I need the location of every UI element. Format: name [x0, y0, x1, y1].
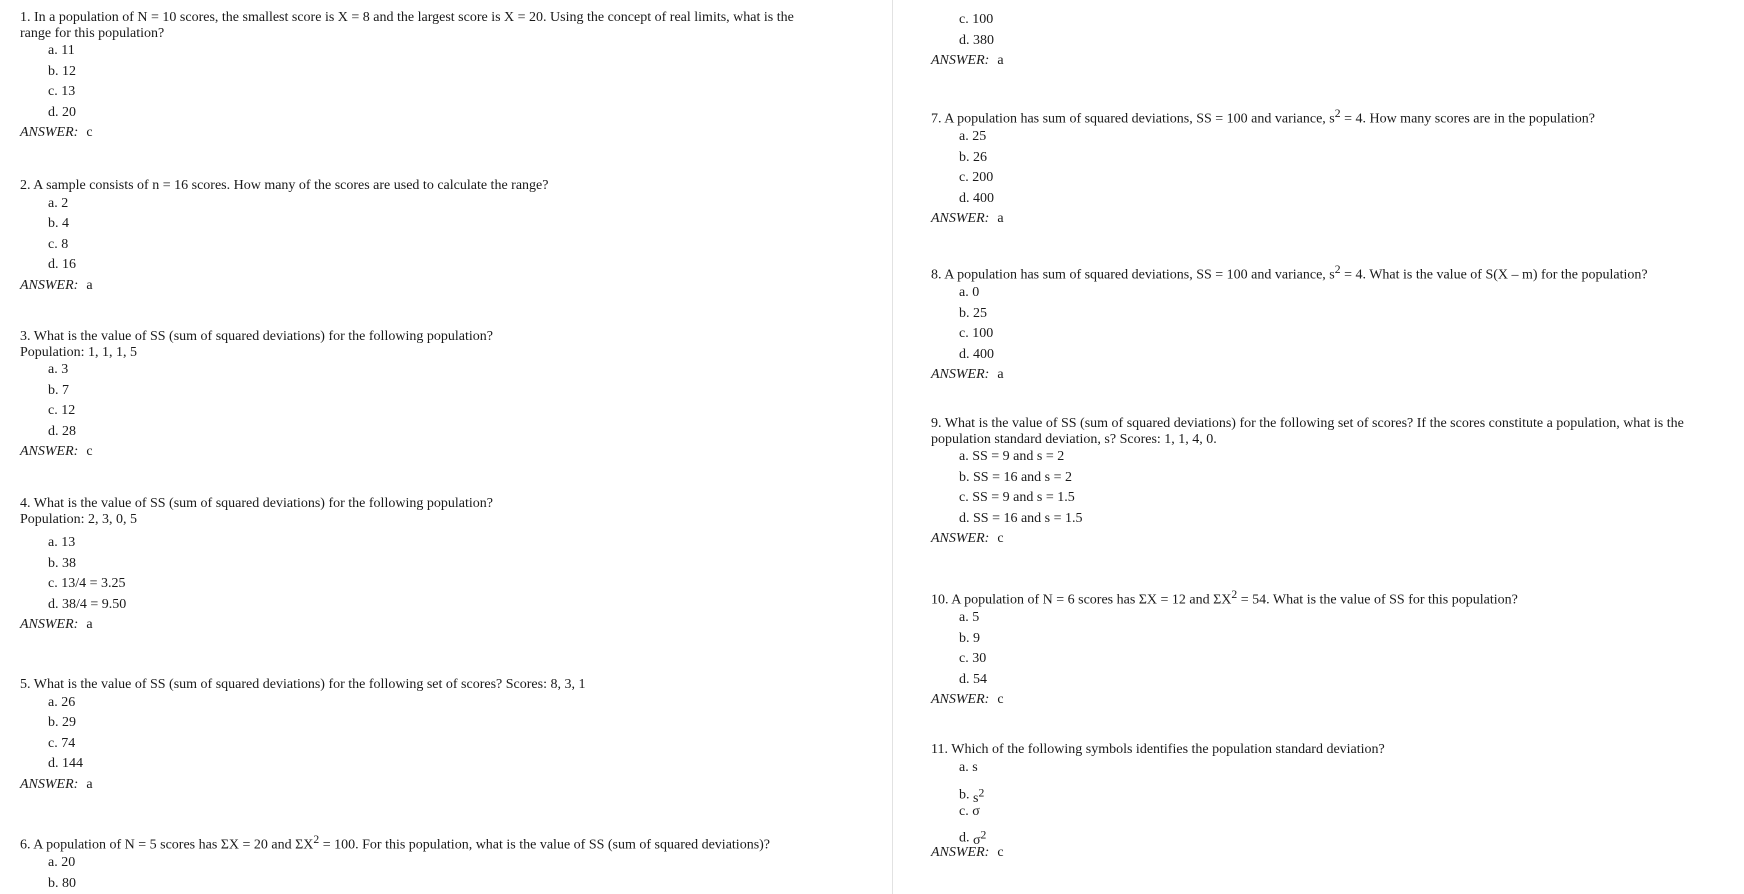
option-c: c. 8	[48, 236, 69, 252]
options-list	[48, 360, 493, 442]
column-divider	[892, 0, 893, 894]
question-text: 9. What is the value of SS (sum of squared deviations) for the following set of scores? If the scores constitute a population, what is the	[931, 416, 1684, 431]
options-list	[959, 447, 1684, 529]
option-d: d. 16	[48, 257, 76, 272]
answer-label: ANSWER:	[20, 617, 79, 632]
sigma-squared-symbol: $\sigma^2$	[973, 828, 987, 849]
option-c: c. 100	[959, 326, 994, 342]
answer-label: ANSWER:	[931, 531, 990, 546]
answer-label: ANSWER:	[20, 776, 79, 792]
question-text: 10. A population of N = 6 scores has ΣX = 12 and $\Sigma X^2 = 54$. What is the value of SS for this population?	[931, 588, 1518, 608]
question-text: 11. Which of the following symbols identifies the population standard deviation?	[931, 742, 1385, 757]
answer-value: a	[86, 617, 93, 632]
s-squared-symbol: $s^2$	[973, 786, 985, 806]
option-a: a. 20	[48, 855, 76, 871]
question-2	[20, 178, 548, 296]
option-c: c. SS = 9 and s = 1.5	[959, 490, 1075, 505]
option-b: b. 29	[48, 715, 76, 730]
question-11	[931, 742, 1385, 864]
question-text: 8. A population has sum of squared deviations, SS = 100 and variance, $s^2 = 4$. What is the value of S(X – m) for the population?	[931, 263, 1648, 283]
options-list	[959, 127, 1595, 209]
option-c: c. 12	[48, 403, 76, 418]
option-a: a. 13	[48, 535, 76, 550]
option-b: b. $s^2$	[959, 786, 985, 806]
question-1	[20, 10, 794, 144]
option-a: a. 0	[959, 285, 980, 301]
answer-value: a	[997, 53, 1004, 68]
answer-label: ANSWER:	[931, 211, 990, 227]
option-d: d. 380	[959, 32, 994, 48]
options-list	[48, 853, 770, 894]
option-b: b. SS = 16 and s = 2	[959, 469, 1073, 485]
option-c: c. 13	[48, 84, 76, 99]
option-b: b. 80	[48, 875, 76, 891]
question-9	[931, 416, 1684, 550]
option-d: d. 144	[48, 756, 83, 771]
option-d: d. 400	[959, 190, 994, 206]
question-text: 6. A population of N = 5 scores has ΣX = 20 and $\Sigma X^2 = 100$. For this population, what is the value of SS (sum of squared deviations)?	[20, 833, 771, 853]
question-text: 5. What is the value of SS (sum of squared deviations) for the following set of scores? Scores: 8, 3, 1	[20, 677, 586, 692]
answer-line	[20, 442, 493, 463]
answer-label: ANSWER:	[931, 692, 990, 708]
question-6-continued	[931, 10, 1004, 72]
answer-value: c	[86, 125, 93, 140]
answer-label: ANSWER:	[20, 444, 79, 459]
answer-value: c	[997, 692, 1004, 708]
answer-line	[931, 209, 1595, 230]
question-5	[20, 677, 585, 795]
question-7	[931, 106, 1595, 230]
answer-line	[931, 843, 1385, 864]
question-text: 4. What is the value of SS (sum of squared deviations) for the following population?	[20, 496, 493, 511]
options-list	[48, 41, 794, 123]
answer-line	[931, 365, 1648, 386]
option-a: a. 26	[48, 694, 76, 710]
answer-line	[931, 529, 1684, 550]
option-c: c. 30	[959, 651, 987, 667]
answer-value: c	[997, 845, 1004, 860]
question-4	[20, 496, 493, 636]
question-10	[931, 587, 1518, 711]
answer-value: c	[86, 444, 93, 459]
option-c: c. 200	[959, 170, 994, 186]
option-a: a. 5	[959, 610, 980, 626]
answer-line	[20, 775, 585, 796]
question-text: range for this population?	[20, 25, 165, 41]
options-list	[959, 608, 1518, 690]
option-d: d. 20	[48, 104, 76, 120]
answer-label: ANSWER:	[20, 277, 79, 293]
answer-value: a	[997, 211, 1004, 227]
answer-label: ANSWER:	[931, 845, 990, 860]
answer-value: a	[997, 367, 1004, 383]
option-a: a. 25	[959, 129, 987, 145]
answer-value: a	[86, 277, 93, 293]
option-d: d. 54	[959, 671, 987, 687]
option-b: b. 12	[48, 63, 76, 79]
options-list	[48, 194, 548, 276]
answer-line	[20, 276, 548, 297]
option-b: b. 38	[48, 555, 76, 571]
option-d: d. 38/4 = 9.50	[48, 596, 127, 612]
option-c: c. 100	[959, 12, 994, 27]
option-d: d. 28	[48, 423, 76, 439]
question-text: 2. A sample consists of n = 16 scores. How many of the scores are used to calculate the range?	[20, 178, 549, 193]
option-a: a. s	[959, 759, 978, 775]
option-b: b. 25	[959, 305, 987, 321]
option-d: d. 400	[959, 346, 994, 362]
question-text: Population: 2, 3, 0, 5	[20, 511, 138, 527]
answer-label: ANSWER:	[931, 367, 990, 383]
options-list	[959, 758, 1385, 849]
answer-label: ANSWER:	[931, 53, 990, 68]
answer-value: c	[997, 531, 1004, 546]
option-c: c. 13/4 = 3.25	[48, 576, 126, 591]
option-b: b. 4	[48, 216, 69, 231]
option-a: a. SS = 9 and s = 2	[959, 449, 1065, 464]
option-d: d. $\sigma^2$	[959, 828, 987, 849]
question-text: 1. In a population of N = 10 scores, the smallest score is X = 8 and the largest score is X = 20. Using the concept of real limits, what is the	[20, 10, 794, 25]
option-a: a. 3	[48, 362, 69, 377]
option-b: b. 9	[959, 630, 980, 646]
option-b: b. 26	[959, 149, 987, 165]
answer-line	[20, 615, 493, 636]
question-3	[20, 329, 493, 463]
question-text: Population: 1, 1, 1, 5	[20, 344, 138, 360]
options-list	[48, 693, 585, 775]
option-a: a. 11	[48, 43, 75, 58]
question-text: population standard deviation, s? Scores: 1, 1, 4, 0.	[931, 431, 1217, 447]
option-c: c. σ	[959, 804, 980, 819]
option-d: d. SS = 16 and s = 1.5	[959, 510, 1083, 526]
question-6	[20, 832, 770, 894]
options-list	[959, 283, 1648, 365]
option-c: c. 74	[48, 735, 76, 751]
question-8	[931, 262, 1648, 386]
option-a: a. 2	[48, 195, 69, 211]
answer-line	[931, 690, 1518, 711]
answer-line	[20, 123, 794, 144]
options-list	[48, 533, 493, 615]
option-b: b. 7	[48, 382, 69, 398]
options-list	[959, 10, 1004, 51]
answer-value: a	[86, 776, 93, 792]
answer-line	[931, 51, 1004, 72]
question-text: 7. A population has sum of squared deviations, SS = 100 and variance, $s^2 = 4$. How many scores are in the population?	[931, 107, 1595, 127]
answer-label: ANSWER:	[20, 125, 79, 140]
question-text: 3. What is the value of SS (sum of squared deviations) for the following population?	[20, 329, 493, 344]
